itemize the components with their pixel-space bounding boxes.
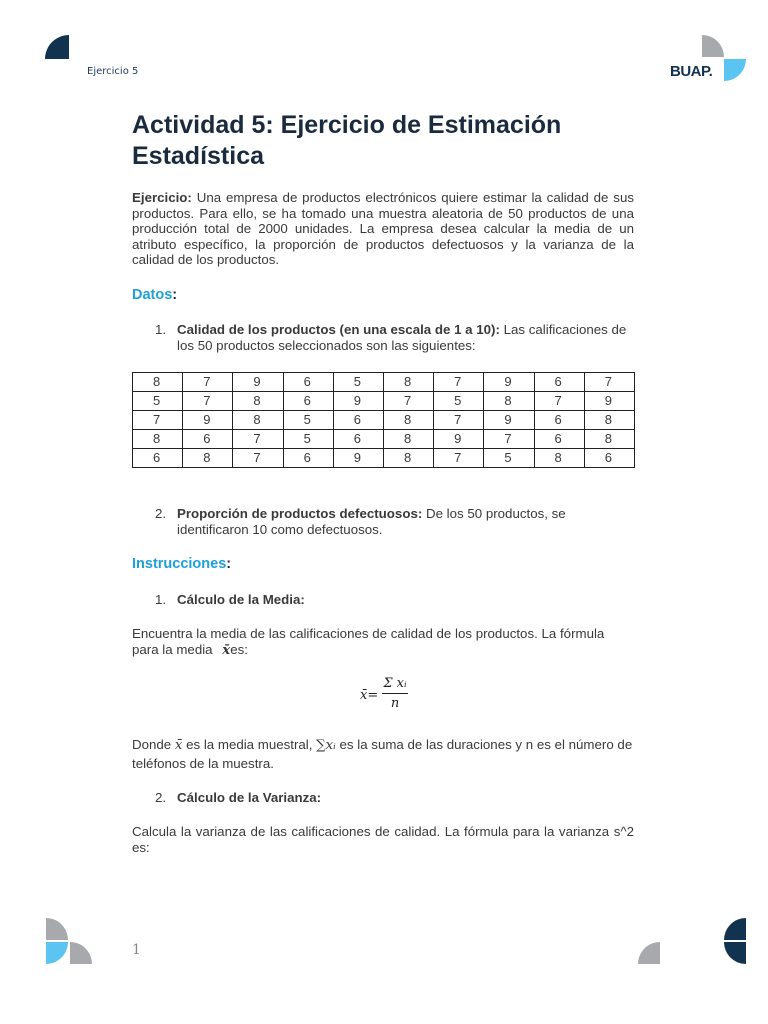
table-cell: 5 [283,430,333,449]
table-cell: 9 [484,373,534,392]
table-cell: 8 [133,430,183,449]
table-cell: 8 [183,449,233,468]
table-cell: 6 [333,430,383,449]
footer-right-decoration [636,916,748,968]
instrucciones-item-1 [155,592,635,610]
footer-left-decoration [44,916,94,968]
instrucciones-heading: Instrucciones: [132,556,232,572]
page-title: Actividad 5: Ejercicio de Estimación Estadística [132,111,562,170]
table-row [133,373,635,392]
datos-item-1-label: Calidad de los productos (en una escala de 1 a 10): [177,322,500,337]
table-cell: 6 [283,392,333,411]
table-cell: 7 [183,392,233,411]
table-cell: 6 [333,411,383,430]
table-cell: 9 [584,392,634,411]
list-number: 1. [155,592,167,607]
datos-item-2 [155,506,635,540]
table-cell: 8 [584,430,634,449]
table-cell: 7 [233,430,283,449]
table-cell: 7 [584,373,634,392]
list-number: 2. [155,506,167,521]
buap-logo: BUAP. [670,34,750,84]
exercise-label: Ejercicio: [132,190,192,205]
table-row [133,430,635,449]
table-cell: 8 [534,449,584,468]
sum-symbol-inline: ∑xᵢ [316,738,336,753]
datos-item-1-text: Las calificaciones de los 50 productos seleccionados son las siguientes: [177,322,627,353]
table-cell: 7 [183,373,233,392]
table-cell: 8 [233,392,283,411]
table-cell: 8 [383,449,433,468]
table-cell: 9 [183,411,233,430]
table-cell: 5 [133,392,183,411]
formula-lhs: x̄= [360,688,379,703]
table-cell: 5 [434,392,484,411]
table-cell: 6 [584,449,634,468]
mean-symbol: x̄ [222,642,231,658]
table-cell: 5 [283,411,333,430]
table-cell: 8 [383,373,433,392]
table-row [133,449,635,468]
table-cell: 6 [283,449,333,468]
table-cell: 7 [434,449,484,468]
table-cell: 6 [183,430,233,449]
table-cell: 7 [434,373,484,392]
exercise-text: Una empresa de productos electrónicos quiere estimar la calidad de sus productos. Para ello, se ha tomado una muestra aleatoria de 50 productos de una producción total de 2000 unidades. La empresa desea calcular la media de un atributo específico, la proporción de productos defectuosos y la varianza de la calidad de los productos. [132,190,634,267]
mean-formula [360,676,420,716]
table-cell: 8 [383,430,433,449]
table-cell: 7 [133,411,183,430]
table-cell: 8 [233,411,283,430]
page-number: 1 [132,942,141,958]
table-cell: 9 [333,392,383,411]
table-cell: 6 [534,373,584,392]
table-cell: 7 [233,449,283,468]
exercise-paragraph [132,190,634,268]
mean-symbol-inline: x̄ [174,738,183,753]
media-paragraph: Encuentra la media de las calificaciones de calidad de los productos. La fórmula para la media x̄es: [132,626,605,658]
table-cell: 5 [333,373,383,392]
table-cell: 9 [333,449,383,468]
table-cell: 8 [484,392,534,411]
quality-scores-table [132,372,635,468]
instrucciones-item-2 [155,790,635,808]
table-cell: 9 [434,430,484,449]
table-cell: 6 [133,449,183,468]
table-cell: 7 [383,392,433,411]
formula-numerator: Σ xᵢ [382,676,408,694]
varianza-paragraph: Calcula la varianza de las calificaciones de calidad. La fórmula para la varianza s^2 es: [132,824,634,855]
table-cell: 7 [434,411,484,430]
table-cell: 6 [534,430,584,449]
formula-denominator: n [390,696,400,711]
table-row [133,411,635,430]
table-cell: 7 [484,430,534,449]
table-cell: 6 [283,373,333,392]
table-cell: 8 [584,411,634,430]
table-cell: 6 [534,411,584,430]
datos-item-2-label: Proporción de productos defectuosos: [177,506,423,521]
table-row [133,392,635,411]
datos-heading: Datos: [132,287,178,303]
table-cell: 9 [484,411,534,430]
header-exercise-label: Ejercicio 5 [87,66,139,77]
table-cell: 5 [484,449,534,468]
datos-item-1 [155,322,635,356]
header-left-decoration [44,34,72,62]
list-number: 2. [155,790,167,805]
table-cell: 7 [534,392,584,411]
donde-paragraph: Donde x̄ es la media muestral, ∑xᵢ es la suma de las duraciones y n es el número de teléfonos de la muestra. [132,737,633,771]
table-cell: 8 [133,373,183,392]
varianza-heading: Cálculo de la Varianza: [177,790,322,805]
media-heading: Cálculo de la Media: [177,592,305,607]
datos-item-2-text: De los 50 productos, se identificaron 10 como defectuosos. [177,506,566,537]
table-cell: 8 [383,411,433,430]
table-cell: 9 [233,373,283,392]
list-number: 1. [155,322,167,337]
